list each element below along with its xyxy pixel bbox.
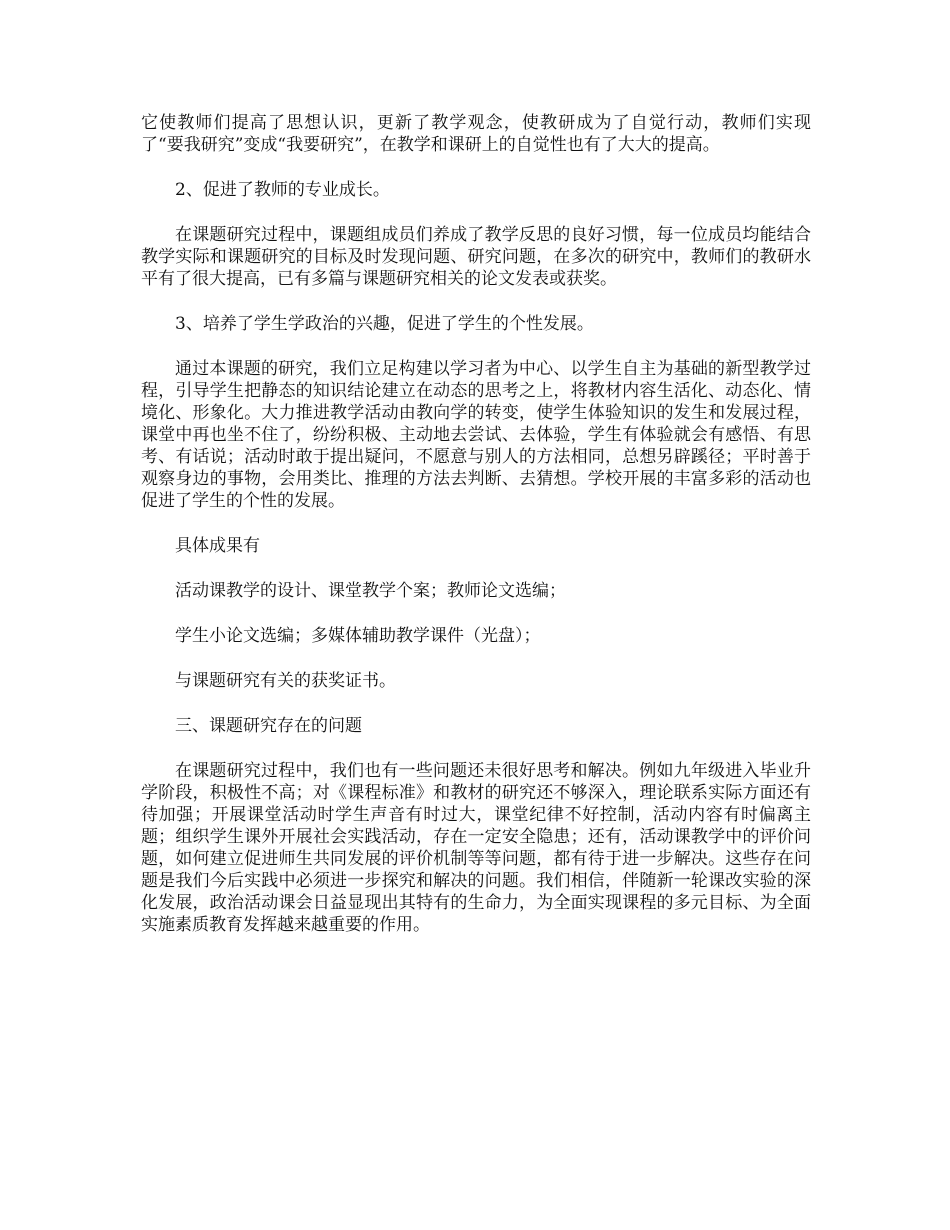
paragraph-teacher-growth: 在课题研究过程中，课题组成员们养成了教学反思的良好习惯，每一位成员均能结合教学实际和课题研究的目标及时发现问题、研究问题，在多次的研究中，教师们的教研水平有了很大提高，已有多篇与课题研究相关的论文发表或获奖。 — [141, 225, 811, 289]
document-body — [141, 112, 811, 959]
paragraph-continuation: 它使教师们提高了思想认识，更新了教学观念，使教研成为了自觉行动，教师们实现了“要我研究”变成“我要研究”，在教学和课研上的自觉性也有了大大的提高。 — [141, 113, 811, 155]
paragraph-student-interest: 通过本课题的研究，我们立足构建以学习者为中心、以学生自主为基础的新型教学过程，引导学生把静态的知识结论建立在动态的思考之上，将教材内容生活化、动态化、情境化、形象化。大力推进教学活动由教向学的转变，使学生体验知识的发生和发展过程，课堂中再也坐不住了，纷纷积极、主动地去尝试、去体验，学生有体验就会有感悟、有思考、有话说；活动时敢于提出疑问，不愿意与别人的方法相同，总想另辟蹊径；平时善于观察身边的事物，会用类比、推理的方法去判断、去猜想。学校开展的丰富多彩的活动也促进了学生的个性的发展。 — [141, 359, 811, 511]
paragraph-problems: 在课题研究过程中，我们也有一些问题还未很好思考和解决。例如九年级进入毕业升学阶段，积极性不高；对《课程标准》和教材的研究还不够深入，理论联系实际方面还有待加强；开展课堂活动时学生声音有时过大，课堂纪律不好控制，活动内容有时偏离主题；组织学生课外开展社会实践活动，存在一定安全隐患；还有，活动课教学中的评价问题，如何建立促进师生共同发展的评价机制等等问题，都有待于进一步解决。这些存在问题是我们今后实践中必须进一步探究和解决的问题。我们相信，伴随新一轮课改实验的深化发展，政治活动课会日益显现出其特有的生命力，为全面实现课程的多元目标、为全面实施素质教育发挥越来越重要的作用。 — [141, 761, 811, 935]
heading-student-interest: 3、培养了学生学政治的兴趣，促进了学生的个性发展。 — [175, 314, 594, 334]
heading-teacher-growth: 2、促进了教师的专业成长。 — [175, 180, 390, 200]
heading-results: 具体成果有 — [175, 536, 260, 556]
heading-problems: 三、课题研究存在的问题 — [175, 716, 362, 736]
result-item-3: 与课题研究有关的获奖证书。 — [175, 671, 396, 691]
result-item-2: 学生小论文选编；多媒体辅助教学课件（光盘）； — [175, 626, 541, 646]
result-item-1: 活动课教学的设计、课堂教学个案；教师论文选编； — [175, 581, 566, 601]
